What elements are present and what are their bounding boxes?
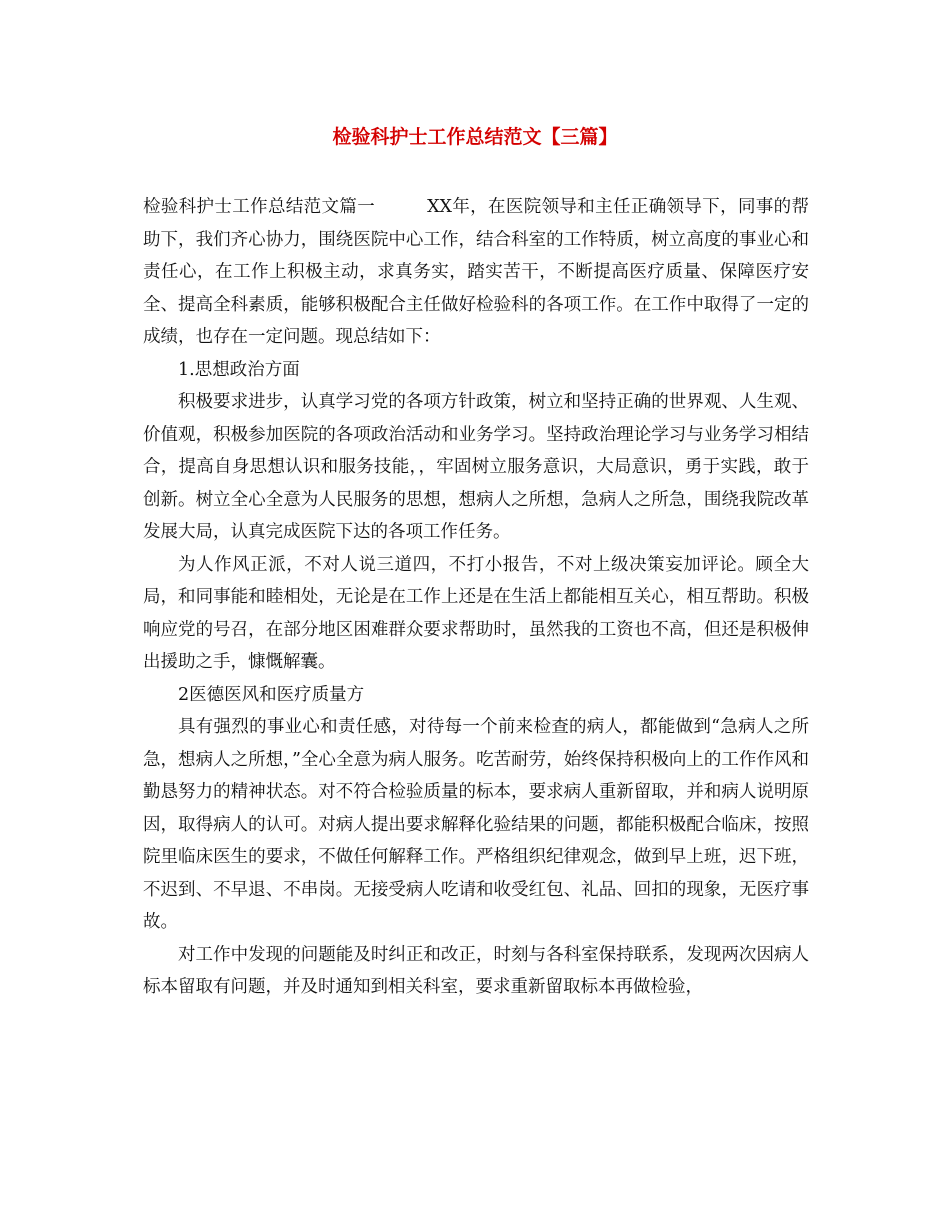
paragraph: 对工作中发现的问题能及时纠正和改正，时刻与各科室保持联系，发现两次因病人标本留取有问题，并及时通知到相关科室，要求重新留取标本再做检验， <box>143 944 809 997</box>
section-heading-1: 1.思想政治方面 <box>178 359 300 380</box>
document-title: 检验科护士工作总结范文【三篇】 <box>332 126 618 148</box>
paragraph: 积极要求进步，认真学习党的各项方针政策，树立和坚持正确的世界观、人生观、价值观，积极参加医院的各项政治活动和业务学习。坚持政治理论学习与业务学习相结合，提高自身思想认识和服务技能，，牢固树立服务意识，大局意识，勇于实践，敢于创新。树立全心全意为人民服务的思想，想病人之所想，急病人之所急，围绕我院改革发展大局，认真完成医院下达的各项工作任务。 <box>143 392 809 542</box>
paragraph: 具有强烈的事业心和责任感，对待每一个前来检查的病人，都能做到“急病人之所急，想病人之所想，”全心全意为病人服务。吃苦耐劳，始终保持积极向上的工作作风和勤恳努力的精神状态。对不符合检验质量的标本，要求病人重新留取，并和病人说明原因，取得病人的认可。对病人提出要求解释化验结果的问题，都能积极配合临床，按照院里临床医生的要求，不做任何解释工作。严格组织纪律观念，做到早上班，迟下班，不迟到、不早退、不串岗。无接受病人吃请和收受红包、礼品、回扣的现象，无医疗事故。 <box>143 717 809 932</box>
intro-text: XX年，在医院领导和主任正确领导下，同事的帮助下，我们齐心协力，围绕医院中心工作，结合科室的工作特质，树立高度的事业心和责任心，在工作上积极主动，求真务实，踏实苦干，不断提高医疗质量、保障医疗安全、提高全科素质，能够积极配合主任做好检验科的各项工作。在工作中取得了一定的成绩，也存在一定问题。现总结如下： <box>143 197 809 347</box>
intro-label: 检验科护士工作总结范文篇一 <box>143 197 376 217</box>
intro-paragraph <box>143 191 809 354</box>
document-body <box>143 191 809 1004</box>
section-heading-2: 2医德医风和医疗质量方 <box>178 684 365 705</box>
paragraph: 为人作风正派，不对人说三道四，不打小报告，不对上级决策妄加评论。顾全大局，和同事能和睦相处，无论是在工作上还是在生活上都能相互关心，相互帮助。积极响应党的号召，在部分地区困难群众要求帮助时，虽然我的工资也不高，但还是积极伸出援助之手，慷慨解囊。 <box>143 554 809 672</box>
